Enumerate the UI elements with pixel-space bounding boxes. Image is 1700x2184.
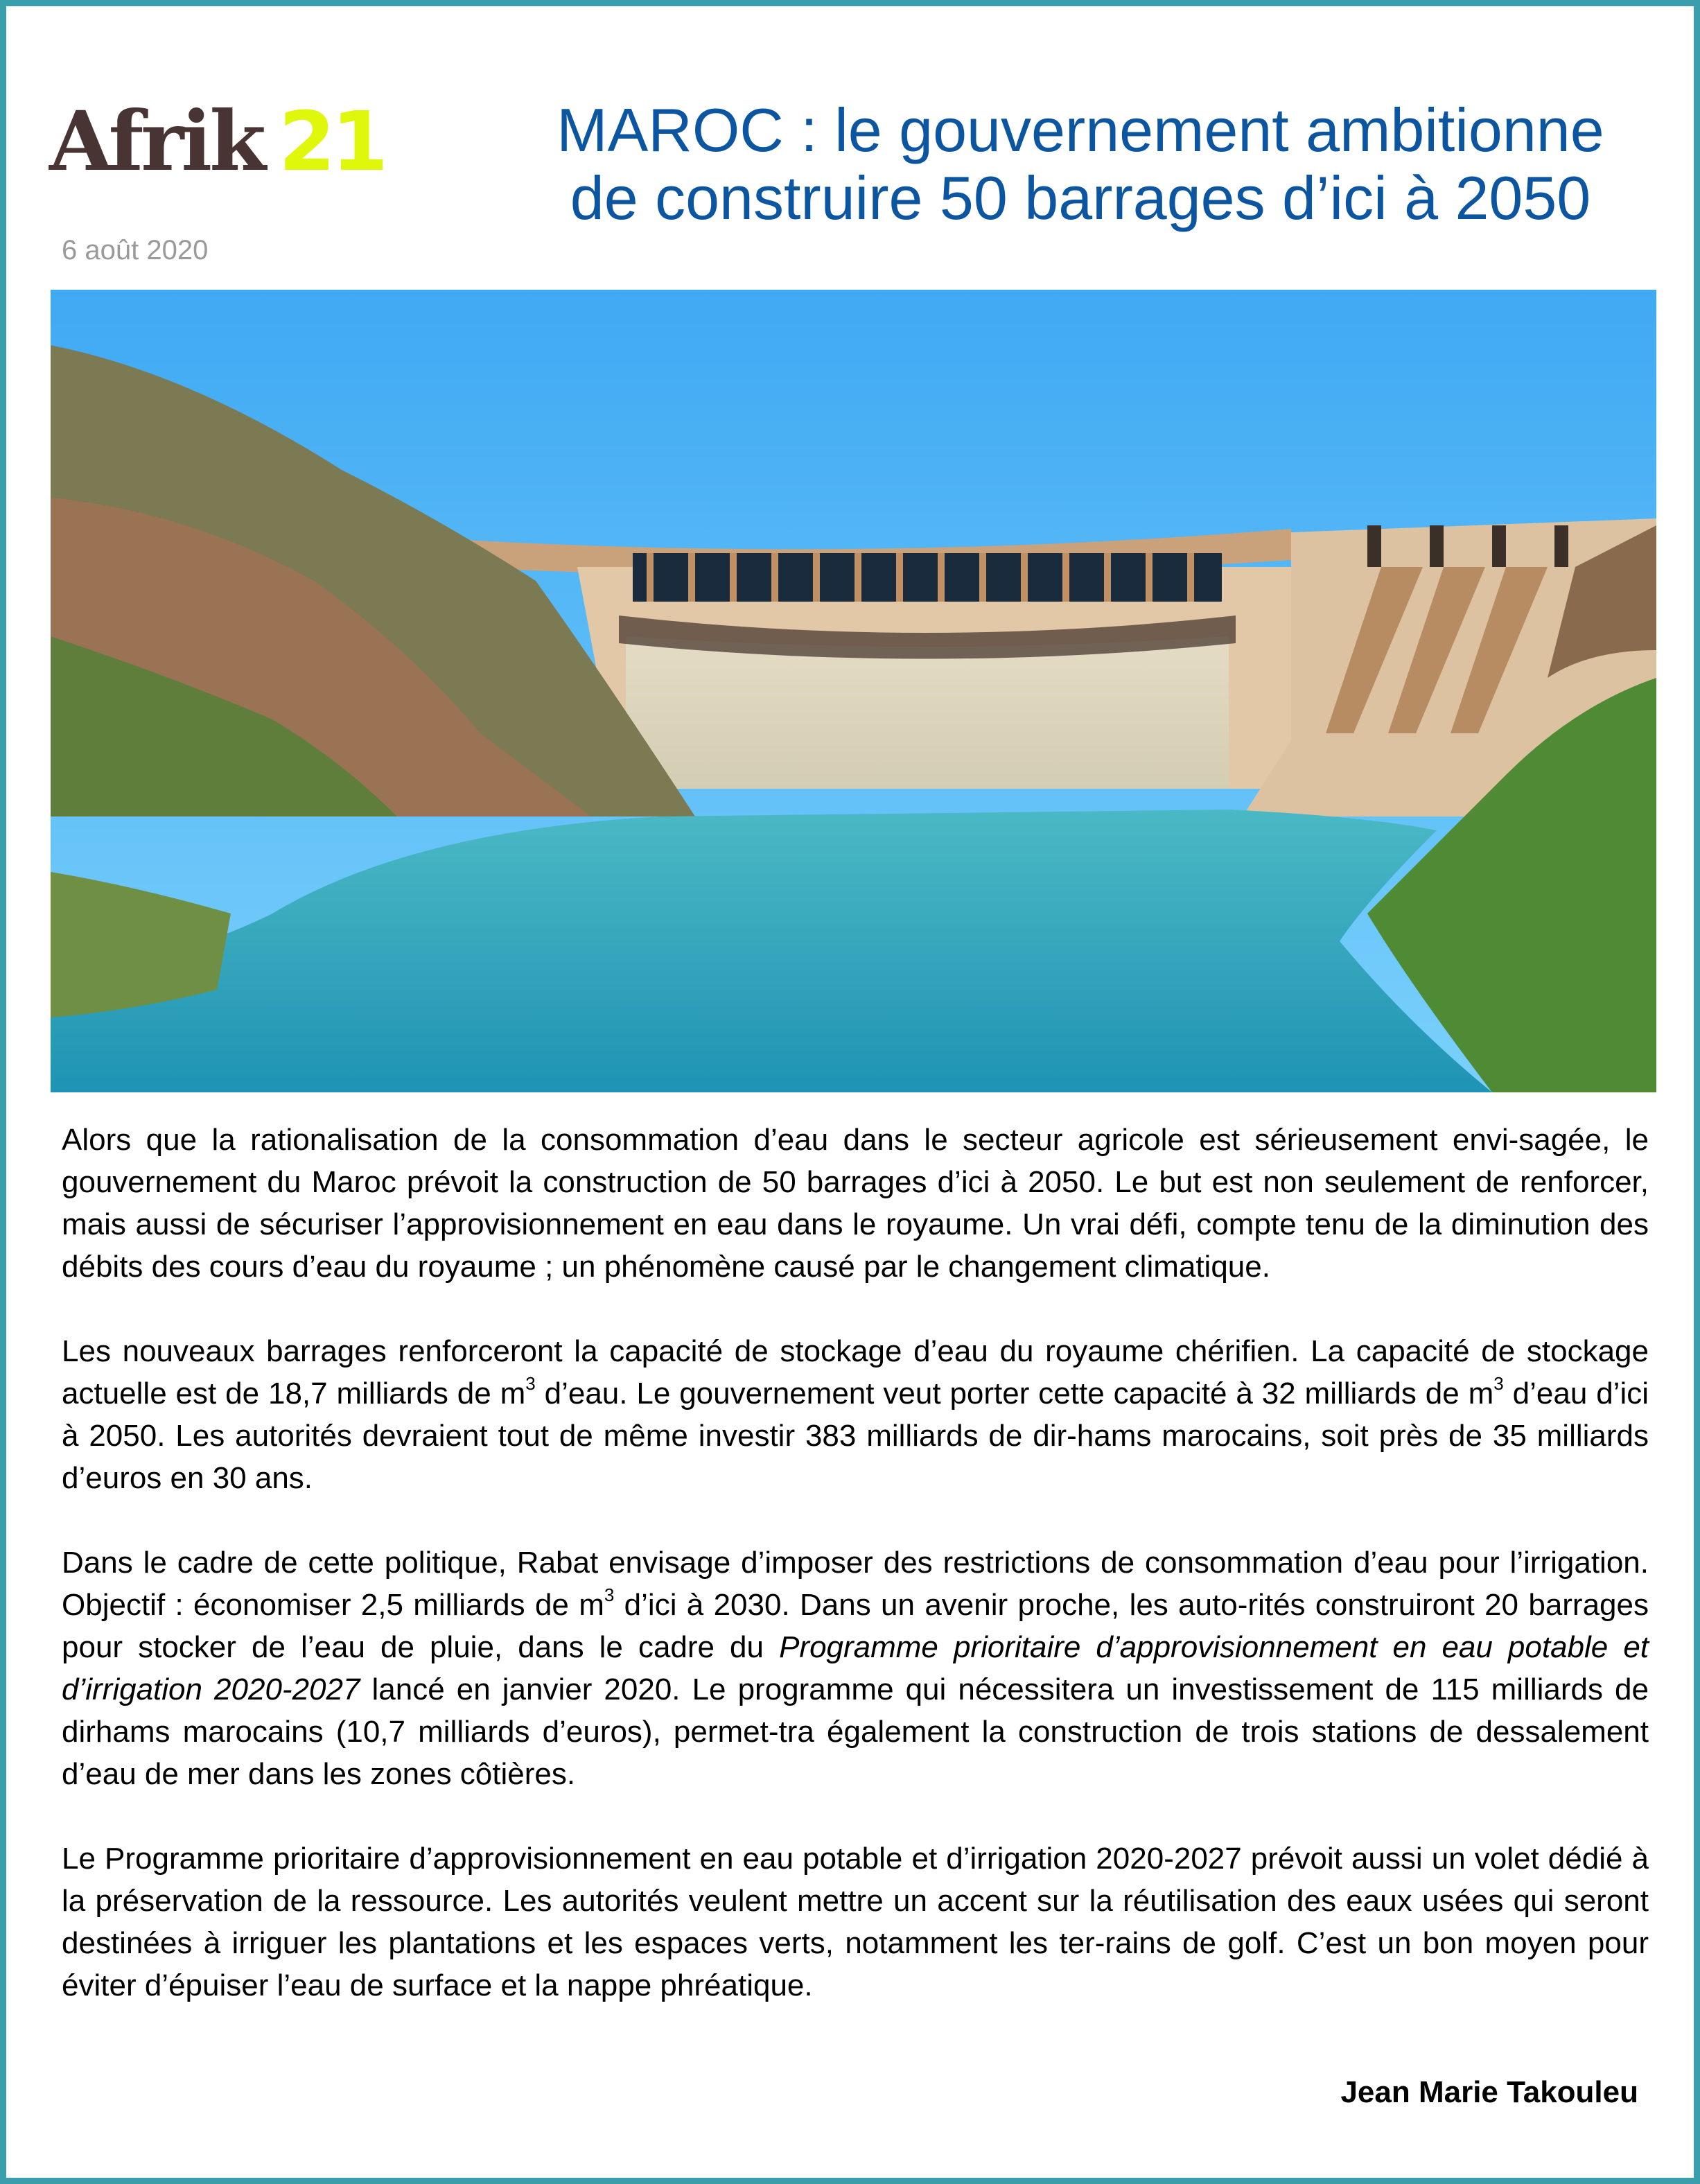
author-byline: Jean Marie Takouleu	[1340, 2075, 1638, 2109]
article-paragraph	[62, 1330, 1649, 1499]
text-run: d’eau. Le gouvernement veut porter cette capacité à 32 milliards de m	[535, 1377, 1494, 1410]
text-run: Le Programme prioritaire d’approvisionnement en eau potable et d’irrigation 2020-2027 prévoit aussi un volet dédié à la préservation de la ressource. Les autorités veulent mettre un accent sur la réutilisation des eaux usées qui seront destinées à irriguer les plantations et les espaces verts, notamment les ter-rains de golf. C’est un bon moyen pour éviter d’épuiser l’eau de surface et la nappe phréatique.	[62, 1842, 1649, 2002]
article-paragraph	[62, 1541, 1649, 1795]
article-paragraph	[62, 1119, 1649, 1288]
title-line-2: de construire 50 barrages d’ici à 2050	[570, 164, 1591, 232]
text-run: Les nouveaux barrages renforceront la capacité de stockage d’eau du royaume chérifien. La capacité de stockage actuelle est de 18,7 milliards de m	[62, 1334, 1649, 1410]
text-run: d’ici à 2030. Dans un avenir proche, les auto-rités construiront 20 barrages pour stocker de l’eau de pluie, dans le cadre du	[62, 1588, 1649, 1664]
article-body	[62, 1119, 1649, 2049]
logo-number: 21	[279, 94, 385, 189]
article-title	[491, 96, 1670, 232]
dam-illustration	[51, 290, 1656, 1092]
program-name-italic: Programme prioritaire d’approvisionnement en eau potable et d’irrigation 2020-2027	[62, 1630, 1649, 1706]
superscript-exponent: 3	[1493, 1373, 1504, 1394]
text-run: lancé en janvier 2020. Le programme qui nécessitera un investissement de 115 milliards de dirhams marocains (10,7 milliards d’euros), permet-tra également la construction de trois stations de dessalement d’eau de mer dans les zones côtières.	[62, 1672, 1649, 1791]
text-run: Alors que la rationalisation de la consommation d’eau dans le secteur agricole est sérieusement envi-sagée, le gouvernement du Maroc prévoit la construction de 50 barrages d’ici à 2050. Le but est non seulement de renforcer, mais aussi de sécuriser l’approvisionnement en eau dans le royaume. Un vrai défi, compte tenu de la diminution des débits des cours d’eau du royaume ; un phénomène causé par le changement climatique.	[62, 1123, 1649, 1284]
text-run: Dans le cadre de cette politique, Rabat envisage d’imposer des restrictions de consommation d’eau pour l’irrigation. Objectif : économiser 2,5 milliards de m	[62, 1546, 1649, 1622]
afrik21-logo	[49, 93, 385, 189]
title-line-1: MAROC : le gouvernement ambitionne	[557, 96, 1604, 164]
logo-word: Afrik	[49, 93, 263, 189]
dam-photo	[51, 290, 1656, 1092]
superscript-exponent: 3	[525, 1373, 536, 1394]
text-run: d’eau d’ici à 2050. Les autorités devraient tout de même investir 383 milliards de dir-hams marocains, soit près de 35 milliards d’euros en 30 ans.	[62, 1377, 1649, 1495]
superscript-exponent: 3	[604, 1584, 615, 1605]
publication-date: 6 août 2020	[62, 235, 209, 265]
article-paragraph	[62, 1837, 1649, 2007]
